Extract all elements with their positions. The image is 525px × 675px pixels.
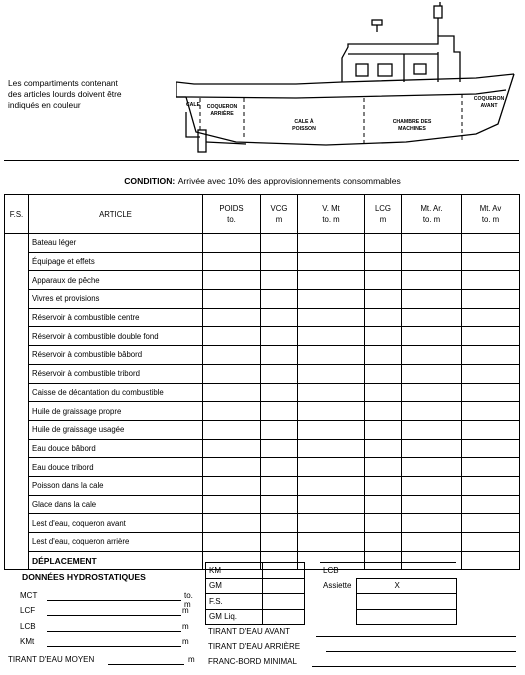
fs-cell[interactable] bbox=[5, 458, 29, 477]
lcg-cell[interactable] bbox=[365, 346, 402, 365]
section-divider bbox=[4, 160, 519, 161]
mtav-cell[interactable] bbox=[462, 383, 520, 402]
table-row bbox=[5, 346, 520, 365]
article-cell: Huile de graissage usagée bbox=[29, 420, 203, 439]
hydro-lcb-field[interactable] bbox=[47, 631, 181, 632]
fs-cell[interactable] bbox=[5, 420, 29, 439]
lcg-cell[interactable] bbox=[365, 252, 402, 271]
mtav-cell[interactable] bbox=[462, 495, 520, 514]
boat-label-chambre-machines-1: CHAMBRE DES bbox=[392, 119, 432, 125]
stability-table bbox=[4, 194, 520, 570]
boat-profile-diagram bbox=[176, 2, 516, 157]
vmt-cell[interactable] bbox=[298, 290, 365, 309]
lcg-cell[interactable] bbox=[365, 533, 402, 552]
poids-cell[interactable] bbox=[203, 364, 261, 383]
assiette-label-cell bbox=[320, 578, 356, 594]
mtav-cell[interactable] bbox=[462, 290, 520, 309]
mtav-cell[interactable] bbox=[462, 514, 520, 533]
header-mtav: Mt. Av to. m bbox=[462, 195, 520, 234]
table-row bbox=[5, 476, 520, 495]
table-row bbox=[5, 234, 520, 253]
mtar-cell[interactable] bbox=[402, 420, 462, 439]
header-article: ARTICLE bbox=[29, 195, 203, 234]
vmt-cell[interactable] bbox=[298, 495, 365, 514]
poids-cell[interactable] bbox=[203, 252, 261, 271]
gm-label: GM bbox=[206, 578, 263, 594]
vcg-cell[interactable] bbox=[261, 383, 298, 402]
header-mtar: Mt. Ar. to. m bbox=[402, 195, 462, 234]
fs-label: F.S. bbox=[206, 594, 263, 610]
trim-table bbox=[320, 562, 457, 625]
hydro-row-lcb: LCB m bbox=[20, 622, 189, 631]
assiette-x: X bbox=[394, 581, 400, 591]
note-line-1: Les compartiments contenant bbox=[8, 78, 118, 88]
franc-bord-field[interactable] bbox=[312, 666, 516, 667]
boat-label-cale-poisson-1: CALE À bbox=[294, 119, 314, 125]
poids-cell[interactable] bbox=[203, 234, 261, 253]
boat-label-coqueron-arriere-1: COQUERON bbox=[206, 104, 238, 110]
lcg-cell[interactable] bbox=[365, 402, 402, 421]
table-row bbox=[5, 514, 520, 533]
article-cell: Poisson dans la cale bbox=[29, 476, 203, 495]
vcg-cell[interactable] bbox=[261, 327, 298, 346]
mtav-cell[interactable] bbox=[462, 252, 520, 271]
mtav-cell[interactable] bbox=[462, 402, 520, 421]
hydro-row-lcf: LCF m bbox=[20, 606, 189, 615]
fs-cell[interactable] bbox=[5, 495, 29, 514]
fs-cell[interactable] bbox=[5, 252, 29, 271]
poids-cell[interactable] bbox=[203, 346, 261, 365]
mtav-cell[interactable] bbox=[462, 234, 520, 253]
article-cell: Bateau léger bbox=[29, 234, 203, 253]
fs-cell[interactable] bbox=[5, 271, 29, 290]
lcb-value[interactable] bbox=[356, 563, 456, 579]
table-row bbox=[5, 271, 520, 290]
stability-values-table bbox=[205, 562, 305, 625]
poids-cell[interactable] bbox=[203, 458, 261, 477]
fs-cell[interactable] bbox=[5, 439, 29, 458]
tirant-arriere-field[interactable] bbox=[326, 651, 516, 652]
vcg-cell[interactable] bbox=[261, 402, 298, 421]
table-row bbox=[5, 290, 520, 309]
lcg-cell[interactable] bbox=[365, 364, 402, 383]
vcg-cell[interactable] bbox=[261, 346, 298, 365]
mtar-cell[interactable] bbox=[402, 234, 462, 253]
article-cell: Vivres et provisions bbox=[29, 290, 203, 309]
mtar-cell[interactable] bbox=[402, 290, 462, 309]
fs-cell[interactable] bbox=[5, 402, 29, 421]
boat-label-coqueron-avant-2: AVANT bbox=[480, 103, 498, 109]
mtav-cell[interactable] bbox=[462, 420, 520, 439]
table-row bbox=[5, 495, 520, 514]
condition-line bbox=[0, 176, 525, 186]
vcg-cell[interactable] bbox=[261, 420, 298, 439]
vmt-cell[interactable] bbox=[298, 476, 365, 495]
poids-cell[interactable] bbox=[203, 439, 261, 458]
lcg-cell[interactable] bbox=[365, 383, 402, 402]
fs-cell[interactable] bbox=[5, 346, 29, 365]
tirant-avant-label: TIRANT D'EAU AVANT bbox=[208, 627, 290, 636]
poids-cell[interactable] bbox=[203, 271, 261, 290]
table-row bbox=[5, 252, 520, 271]
vcg-cell[interactable] bbox=[261, 514, 298, 533]
fs-cell[interactable] bbox=[5, 383, 29, 402]
franc-bord-label: FRANC-BORD MINIMAL bbox=[208, 657, 297, 666]
hydro-row-tirant-moyen: TIRANT D'EAU MOYEN m bbox=[8, 655, 195, 664]
mtar-cell[interactable] bbox=[402, 346, 462, 365]
hydro-mct-field[interactable] bbox=[47, 600, 181, 601]
mtar-cell[interactable] bbox=[402, 308, 462, 327]
tirant-avant-row bbox=[208, 627, 518, 639]
lcg-cell[interactable] bbox=[365, 476, 402, 495]
vcg-cell[interactable] bbox=[261, 495, 298, 514]
tirant-avant-field[interactable] bbox=[316, 636, 516, 637]
fs-cell[interactable] bbox=[5, 290, 29, 309]
article-cell: Eau douce bâbord bbox=[29, 439, 203, 458]
header-fs: F.S. bbox=[5, 195, 29, 234]
assiette-label: Assiette bbox=[323, 581, 352, 591]
mtar-cell[interactable] bbox=[402, 327, 462, 346]
table-header-row bbox=[5, 195, 520, 234]
vmt-cell[interactable] bbox=[298, 402, 365, 421]
table-row bbox=[5, 383, 520, 402]
poids-cell[interactable] bbox=[203, 514, 261, 533]
boat-label-cale: CALE bbox=[185, 102, 201, 108]
tirant-arriere-row bbox=[208, 642, 518, 654]
mtar-cell[interactable] bbox=[402, 458, 462, 477]
mtar-cell[interactable] bbox=[402, 439, 462, 458]
mtar-cell[interactable] bbox=[402, 533, 462, 552]
poids-cell[interactable] bbox=[203, 533, 261, 552]
color-note bbox=[8, 78, 178, 111]
poids-cell[interactable] bbox=[203, 383, 261, 402]
article-cell: Glace dans la cale bbox=[29, 495, 203, 514]
mtar-cell[interactable] bbox=[402, 402, 462, 421]
gm-value[interactable] bbox=[263, 578, 305, 594]
franc-bord-row bbox=[208, 657, 518, 669]
lcg-cell[interactable] bbox=[365, 458, 402, 477]
vmt-cell[interactable] bbox=[298, 364, 365, 383]
fs-cell[interactable] bbox=[5, 533, 29, 552]
article-cell: Réservoir à combustible tribord bbox=[29, 364, 203, 383]
assiette-value-3[interactable] bbox=[356, 609, 456, 625]
mtar-cell[interactable] bbox=[402, 514, 462, 533]
lcg-cell[interactable] bbox=[365, 234, 402, 253]
fs-cell[interactable] bbox=[5, 308, 29, 327]
table-row bbox=[5, 402, 520, 421]
article-cell: Équipage et effets bbox=[29, 252, 203, 271]
table-row bbox=[5, 420, 520, 439]
lcg-cell[interactable] bbox=[365, 514, 402, 533]
mtav-cell[interactable] bbox=[462, 327, 520, 346]
note-line-2: des articles lourds doivent être bbox=[8, 89, 122, 99]
vcg-cell[interactable] bbox=[261, 271, 298, 290]
condition-label: CONDITION: bbox=[124, 176, 176, 186]
boat-label-cale-poisson-2: POISSON bbox=[292, 126, 316, 132]
assiette-value-2[interactable] bbox=[356, 594, 456, 610]
header-vcg: VCG m bbox=[261, 195, 298, 234]
article-cell: Eau douce tribord bbox=[29, 458, 203, 477]
fs-cell[interactable] bbox=[5, 327, 29, 346]
fs-cell[interactable] bbox=[5, 364, 29, 383]
table-row bbox=[5, 458, 520, 477]
lcg-cell[interactable] bbox=[365, 495, 402, 514]
lcg-cell[interactable] bbox=[365, 308, 402, 327]
hydro-row-kmt: KMt m bbox=[20, 637, 189, 646]
table-row bbox=[5, 364, 520, 383]
vmt-cell[interactable] bbox=[298, 383, 365, 402]
mtav-cell[interactable] bbox=[462, 308, 520, 327]
header-vmt: V. Mt to. m bbox=[298, 195, 365, 234]
poids-cell[interactable] bbox=[203, 308, 261, 327]
article-cell: Caisse de décantation du combustible bbox=[29, 383, 203, 402]
vmt-cell[interactable] bbox=[298, 234, 365, 253]
lcb-top-rule bbox=[320, 562, 456, 563]
hydro-row-mct: MCT to. m bbox=[20, 591, 193, 609]
poids-cell[interactable] bbox=[203, 327, 261, 346]
article-cell: Lest d'eau, coqueron arrière bbox=[29, 533, 203, 552]
vmt-cell[interactable] bbox=[298, 308, 365, 327]
poids-cell[interactable] bbox=[203, 495, 261, 514]
hydro-kmt-field[interactable] bbox=[47, 646, 181, 647]
mtar-cell[interactable] bbox=[402, 271, 462, 290]
boat-label-coqueron-arriere-2: ARRIÈRE bbox=[210, 111, 234, 117]
gm-liq-value[interactable] bbox=[263, 609, 305, 625]
km-value[interactable] bbox=[263, 563, 305, 579]
assiette-x-cell[interactable] bbox=[356, 578, 456, 594]
mtav-cell[interactable] bbox=[462, 364, 520, 383]
vcg-cell[interactable] bbox=[261, 458, 298, 477]
mtav-cell[interactable] bbox=[462, 271, 520, 290]
header-lcg: LCG m bbox=[365, 195, 402, 234]
vmt-cell[interactable] bbox=[298, 439, 365, 458]
fs-cell[interactable] bbox=[5, 514, 29, 533]
vmt-cell[interactable] bbox=[298, 346, 365, 365]
article-cell: Réservoir à combustible bâbord bbox=[29, 346, 203, 365]
vcg-cell[interactable] bbox=[261, 308, 298, 327]
lcg-cell[interactable] bbox=[365, 420, 402, 439]
lcg-cell[interactable] bbox=[365, 271, 402, 290]
table-row bbox=[5, 533, 520, 552]
vmt-cell[interactable] bbox=[298, 327, 365, 346]
article-cell: Réservoir à combustible centre bbox=[29, 308, 203, 327]
trim-lcb-label: LCB bbox=[323, 565, 339, 575]
mtar-cell[interactable] bbox=[402, 476, 462, 495]
vmt-cell[interactable] bbox=[298, 458, 365, 477]
vmt-cell[interactable] bbox=[298, 533, 365, 552]
vcg-cell[interactable] bbox=[261, 234, 298, 253]
fs-cell[interactable] bbox=[5, 551, 29, 570]
vcg-cell[interactable] bbox=[261, 252, 298, 271]
lcg-cell[interactable] bbox=[365, 290, 402, 309]
article-cell: Lest d'eau, coqueron avant bbox=[29, 514, 203, 533]
vcg-cell[interactable] bbox=[261, 533, 298, 552]
tirant-moyen-field[interactable] bbox=[108, 664, 184, 665]
poids-cell[interactable] bbox=[203, 290, 261, 309]
poids-cell[interactable] bbox=[203, 420, 261, 439]
vcg-cell[interactable] bbox=[261, 439, 298, 458]
fs-cell[interactable] bbox=[5, 234, 29, 253]
vcg-cell[interactable] bbox=[261, 476, 298, 495]
note-line-3: indiqués en couleur bbox=[8, 100, 81, 110]
condition-text: Arrivée avec 10% des approvisionnements consommables bbox=[177, 176, 401, 186]
fs-cell[interactable] bbox=[5, 476, 29, 495]
fs-value[interactable] bbox=[263, 594, 305, 610]
mtar-cell[interactable] bbox=[402, 364, 462, 383]
km-label: KM bbox=[206, 563, 263, 579]
article-cell: Huile de graissage propre bbox=[29, 402, 203, 421]
tirant-arriere-label: TIRANT D'EAU ARRIÈRE bbox=[208, 642, 301, 651]
lcg-cell[interactable] bbox=[365, 327, 402, 346]
mtav-cell[interactable] bbox=[462, 458, 520, 477]
mtav-cell[interactable] bbox=[462, 346, 520, 365]
vmt-cell[interactable] bbox=[298, 252, 365, 271]
mtav-cell[interactable] bbox=[462, 439, 520, 458]
mtav-cell[interactable] bbox=[462, 476, 520, 495]
vmt-cell[interactable] bbox=[298, 271, 365, 290]
header-poids: POIDS to. bbox=[203, 195, 261, 234]
vcg-cell[interactable] bbox=[261, 364, 298, 383]
vmt-cell[interactable] bbox=[298, 514, 365, 533]
gm-liq-label: GM Liq. bbox=[206, 609, 263, 625]
poids-cell[interactable] bbox=[203, 402, 261, 421]
hydro-title: DONNÉES HYDROSTATIQUES bbox=[22, 572, 146, 582]
article-cell: Apparaux de pêche bbox=[29, 271, 203, 290]
table-row bbox=[5, 308, 520, 327]
table-row bbox=[5, 327, 520, 346]
poids-cell[interactable] bbox=[203, 476, 261, 495]
boat-label-coqueron-avant-1: COQUERON bbox=[473, 96, 505, 102]
vcg-cell[interactable] bbox=[261, 290, 298, 309]
lcb-label-cell bbox=[320, 563, 356, 579]
mtav-cell[interactable] bbox=[462, 533, 520, 552]
article-cell: DÉPLACEMENT bbox=[29, 551, 203, 570]
mtar-cell[interactable] bbox=[402, 495, 462, 514]
table-row bbox=[5, 439, 520, 458]
mtav-cell[interactable] bbox=[462, 551, 520, 570]
article-cell: Réservoir à combustible double fond bbox=[29, 327, 203, 346]
vmt-cell[interactable] bbox=[298, 420, 365, 439]
mtar-cell[interactable] bbox=[402, 252, 462, 271]
hydro-lcf-field[interactable] bbox=[47, 615, 181, 616]
boat-label-chambre-machines-2: MACHINES bbox=[398, 126, 426, 132]
lcg-cell[interactable] bbox=[365, 439, 402, 458]
mtar-cell[interactable] bbox=[402, 383, 462, 402]
